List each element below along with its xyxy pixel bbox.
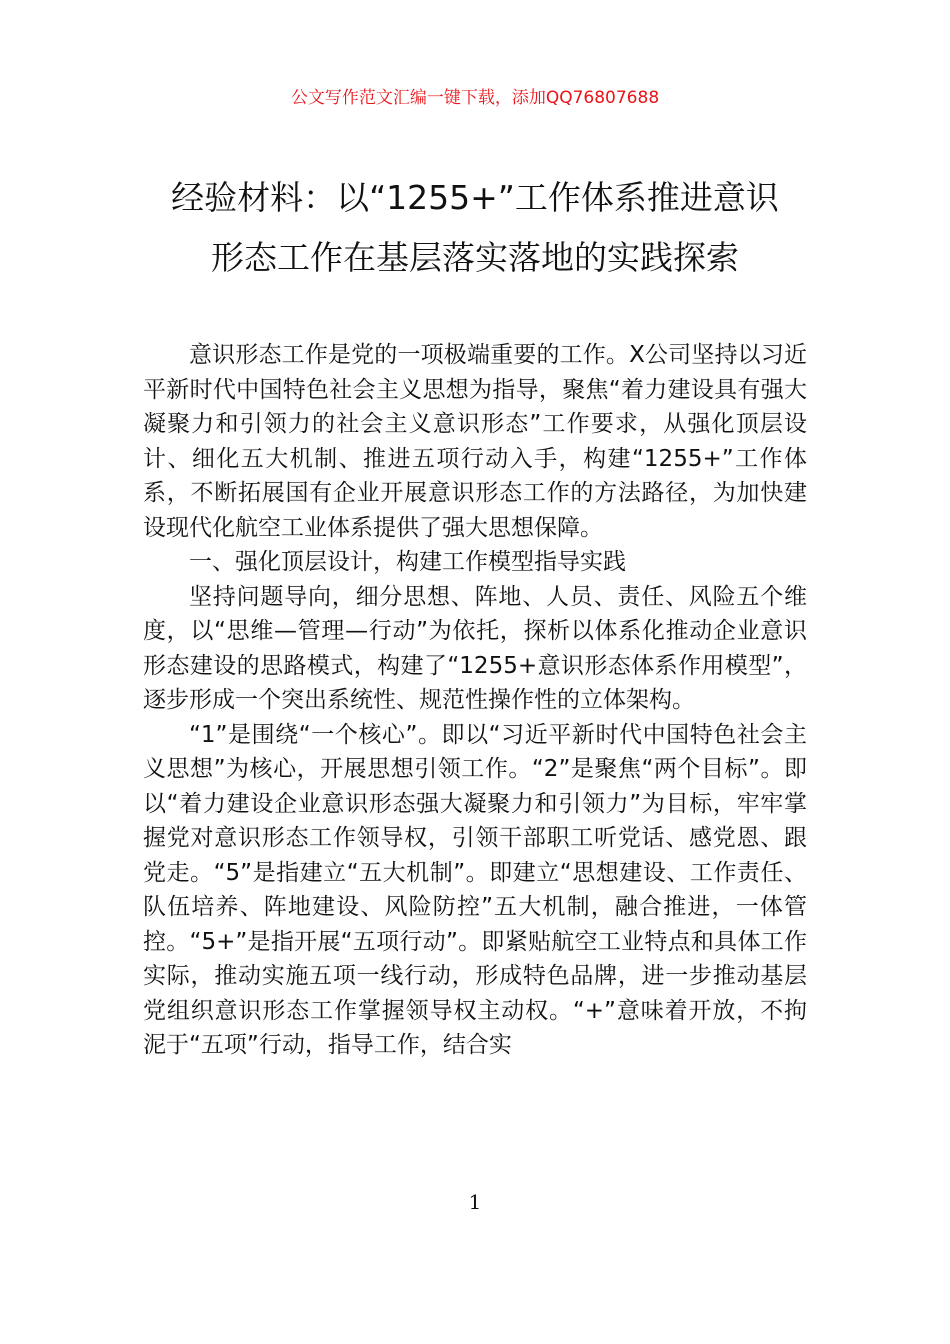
section-heading-1: 一、强化顶层设计，构建工作模型指导实践 xyxy=(189,549,626,575)
page-number: 1 xyxy=(468,1190,482,1214)
paragraph-model: 坚持问题导向，细分思想、阵地、人员、责任、风险五个维度，以“思维—管理—行动”为依托，探析以体系化推动企业意识形态建设的思路模式，构建了“1255+意识形态体系作用模型”，逐步形成一个突出系统性、规范性操作性的立体架构。 xyxy=(143,583,807,713)
document-title xyxy=(60,168,890,288)
title-line-1: 经验材料：以“1255+”工作体系推进意识 xyxy=(171,178,779,217)
paragraph-intro: 意识形态工作是党的一项极端重要的工作。X公司坚持以习近平新时代中国特色社会主义思想为指导，聚焦“着力建设具有强大凝聚力和引领力的社会主义意识形态”工作要求，从强化顶层设计、细化五大机制、推进五项行动入手，构建“1255+”工作体系，不断拓展国有企业开展意识形态工作的方法路径，为加快建设现代化航空工业体系提供了强大思想保障。 xyxy=(143,342,807,541)
paragraph-1255-explanation: “1”是围绕“一个核心”。即以“习近平新时代中国特色社会主义思想”为核心，开展思想引领工作。“2”是聚焦“两个目标”。即以“着力建设企业意识形态强大凝聚力和引领力”为目标，牢牢掌握党对意识形态工作领导权，引领干部职工听党话、感党恩、跟党走。“5”是指建立“五大机制”。即建立“思想建设、工作责任、队伍培养、阵地建设、风险防控”五大机制，融合推进，一体管控。“5+”是指开展“五项行动”。即紧贴航空工业特点和具体工作实际，推动实施五项一线行动，形成特色品牌，进一步推动基层党组织意识形态工作掌握领导权主动权。“+”意味着开放，不拘泥于“五项”行动，指导工作，结合实 xyxy=(143,721,807,1058)
download-banner: 公文写作范文汇编一键下载，添加QQ76807688 xyxy=(290,88,660,108)
document-body xyxy=(143,338,807,1063)
title-line-2: 形态工作在基层落实落地的实践探索 xyxy=(211,238,739,277)
